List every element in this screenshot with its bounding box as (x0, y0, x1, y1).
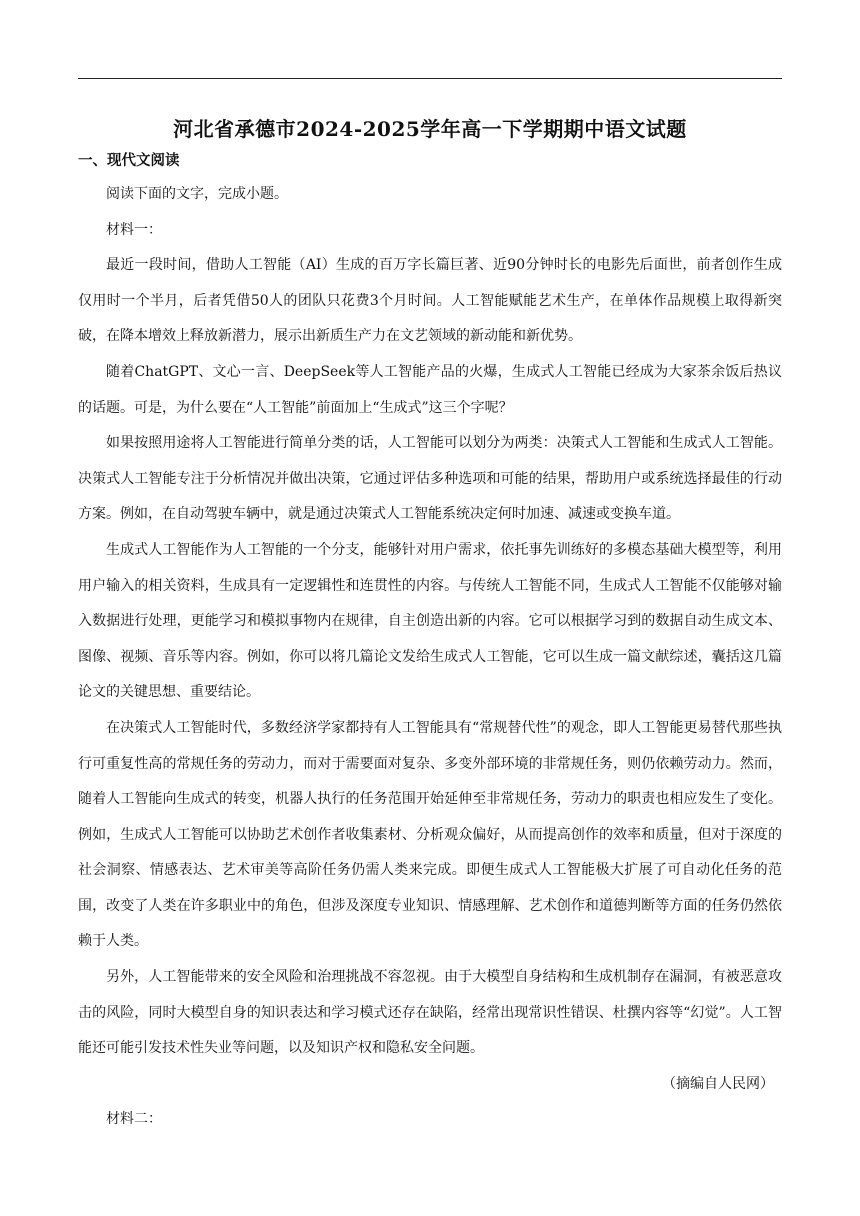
material-one-label: 材料一： (106, 221, 162, 238)
header-rule (78, 78, 782, 79)
reading-passage (78, 177, 782, 1138)
passage-paragraph: 在决策式人工智能时代，多数经济学家都持有人工智能具有“常规替代性”的观念，即人工智能更易替代那些执行可重复性高的常规任务的劳动力，而对于需要面对复杂、多变外部环境的非常规任务，则仍依赖劳动力。然而，随着人工智能向生成式的转变，机器人执行的任务范围开始延伸至非常规任务，劳动力的职责也相应发生了变化。例如，生成式人工智能可以协助艺术创作者收集素材、分析观众偏好，从而提高创作的效率和质量，但对于深度的社会洞察、情感表达、艺术审美等高阶任务仍需人类来完成。即便生成式人工智能极大扩展了可自动化任务的范围，改变了人类在许多职业中的角色，但涉及深度专业知识、情感理解、艺术创作和道德判断等方面的任务仍然依赖于人类。 (78, 719, 782, 950)
passage-paragraph: 如果按照用途将人工智能进行简单分类的话，人工智能可以划分为两类：决策式人工智能和生成式人工智能。决策式人工智能专注于分析情况并做出决策，它通过评估多种选项和可能的结果，帮助用户或系统选择最佳的行动方案。例如，在自动驾驶车辆中，就是通过决策式人工智能系统决定何时加速、减速或变换车道。 (78, 435, 782, 523)
passage-paragraph: 随着ChatGPT、文心一言、DeepSeek等人工智能产品的火爆，生成式人工智能已经成为大家茶余饭后热议的话题。可是，为什么要在“人工智能”前面加上“生成式”这三个字呢？ (78, 363, 782, 416)
section-heading: 一、现代文阅读 (78, 152, 180, 169)
passage-paragraph: 另外，人工智能带来的安全风险和治理挑战不容忽视。由于大模型自身结构和生成机制存在漏洞，有被恶意攻击的风险，同时大模型自身的知识表达和学习模式还存在缺陷，经常出现常识性错误、杜撰内容等“幻觉”。人工智能还可能引发技术性失业等问题，以及知识产权和隐私安全问题。 (78, 969, 782, 1057)
source-attribution: （摘编自人民网） (662, 1075, 774, 1092)
passage-paragraph: 生成式人工智能作为人工智能的一个分支，能够针对用户需求，依托事先训练好的多模态基础大模型等，利用用户输入的相关资料，生成具有一定逻辑性和连贯性的内容。与传统人工智能不同，生成式人工智能不仅能够对输入数据进行处理，更能学习和模拟事物内在规律，自主创造出新的内容。它可以根据学习到的数据自动生成文本、图像、视频、音乐等内容。例如，你可以将几篇论文发给生成式人工智能，它可以生成一篇文献综述，囊括这几篇论文的关键思想、重要结论。 (78, 541, 782, 701)
passage-paragraph: 最近一段时间，借助人工智能（AI）生成的百万字长篇巨著、近90分钟时长的电影先后面世，前者创作生成仅用时一个半月，后者凭借50人的团队只花费3个月时间。人工智能赋能艺术生产，在单体作品规模上取得新突破，在降本增效上释放新潜力，展示出新质生产力在文艺领域的新动能和新优势。 (78, 257, 782, 345)
material-two-label: 材料二： (106, 1111, 162, 1128)
instruction-text: 阅读下面的文字，完成小题。 (106, 186, 288, 202)
exam-title: 河北省承德市2024-2025学年高一下学期期中语文试题 (173, 117, 687, 141)
